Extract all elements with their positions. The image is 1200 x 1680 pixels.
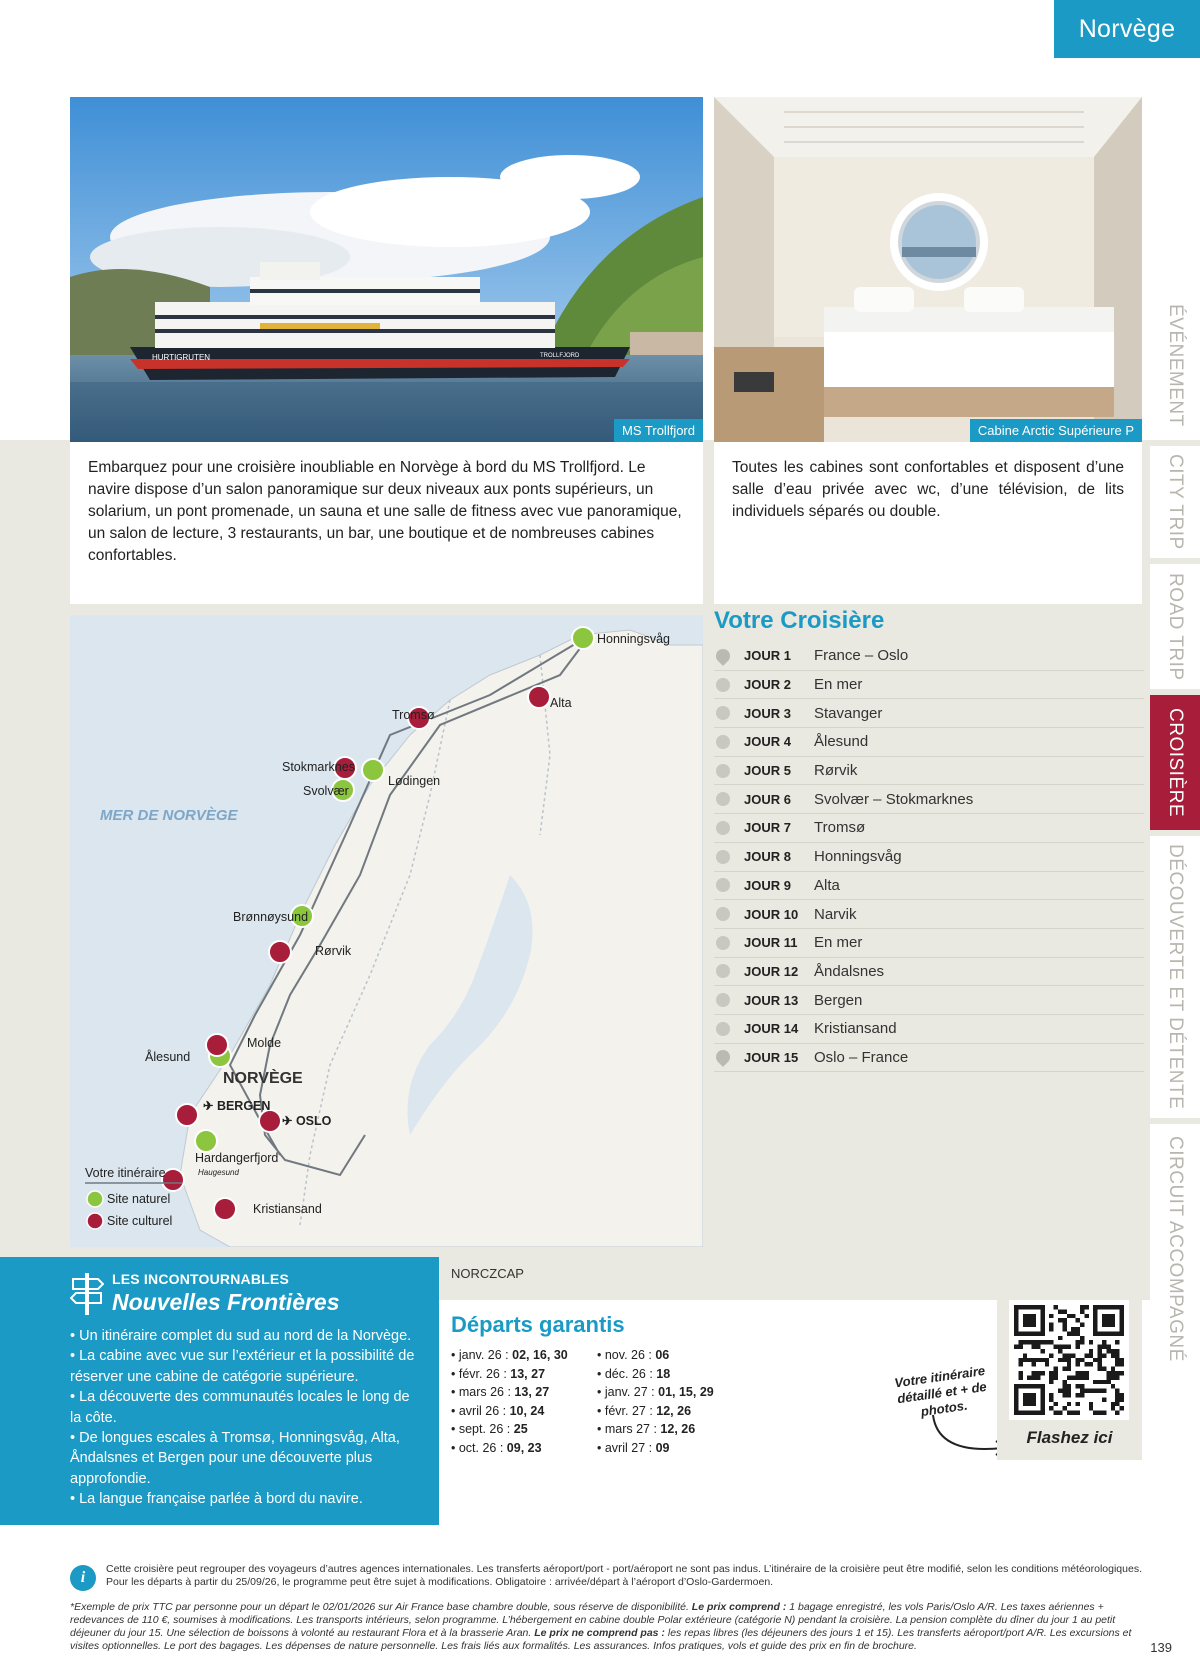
tab-decouverte-detente[interactable]: DÉCOUVERTE ET DÉTENTE xyxy=(1150,836,1200,1118)
day-place: Åndalsnes xyxy=(814,962,885,980)
svg-text:Svolvær: Svolvær xyxy=(303,784,349,798)
cabin-photo xyxy=(714,97,1142,442)
svg-text:Haugesund: Haugesund xyxy=(198,1168,239,1177)
day-number: JOUR 8 xyxy=(744,849,791,865)
departure-item: • sept. 26 : 25 xyxy=(451,1422,528,1436)
route-map xyxy=(70,615,703,1247)
pin-icon xyxy=(713,646,733,666)
highlights-list xyxy=(70,1326,439,1510)
day-number: JOUR 10 xyxy=(744,906,799,922)
svg-text:HURTIGRUTEN: HURTIGRUTEN xyxy=(152,353,211,362)
svg-text:TROLLFJORD: TROLLFJORD xyxy=(540,353,580,359)
dot-icon xyxy=(716,993,730,1007)
departure-item: • oct. 26 : 09, 23 xyxy=(451,1440,542,1455)
product-code: NORCZCAP xyxy=(451,1266,524,1281)
list-item: • La langue française parlée à bord du navire. xyxy=(70,1491,363,1508)
departure-item: • févr. 26 : 13, 27 xyxy=(451,1366,546,1381)
svg-text:Molde: Molde xyxy=(247,1036,282,1050)
dot-icon xyxy=(716,706,730,720)
departure-item: • mars 27 : 12, 26 xyxy=(597,1422,696,1436)
svg-text:Site naturel: Site naturel xyxy=(107,1192,171,1206)
departure-item: • nov. 26 : 06 xyxy=(597,1348,670,1362)
day-number: JOUR 2 xyxy=(744,677,791,693)
svg-text:Hardangerfjord: Hardangerfjord xyxy=(195,1151,279,1165)
info-icon: i xyxy=(70,1565,96,1591)
departure-item: • déc. 26 : 18 xyxy=(597,1366,671,1381)
svg-text:Stokmarknes: Stokmarknes xyxy=(282,760,355,774)
tab-croisiere[interactable]: CROISIÈRE xyxy=(1150,695,1200,830)
day-row xyxy=(714,785,1144,814)
day-place: Kristiansand xyxy=(814,1020,897,1038)
signpost-icon xyxy=(70,1271,104,1317)
svg-text:Votre itinéraire: Votre itinéraire xyxy=(85,1166,166,1180)
day-number: JOUR 14 xyxy=(744,1021,799,1037)
qr-block[interactable] xyxy=(997,1285,1142,1460)
departure-item: • janv. 27 : 01, 15, 29 xyxy=(597,1385,714,1399)
departures xyxy=(451,1312,725,1457)
tab-evenement[interactable]: ÉVÉNEMENT xyxy=(1150,290,1200,440)
tab-city-trip[interactable]: CITY TRIP xyxy=(1150,446,1200,558)
dot-icon xyxy=(716,907,730,921)
highlights-box xyxy=(0,1257,439,1525)
svg-text:✈ BERGEN: ✈ BERGEN xyxy=(203,1099,271,1113)
pin-icon xyxy=(713,1048,733,1068)
svg-text:Honningsvåg: Honningsvåg xyxy=(597,632,670,646)
svg-text:Kristiansand: Kristiansand xyxy=(253,1202,322,1216)
svg-text:Lødingen: Lødingen xyxy=(388,774,441,788)
list-item: • La cabine avec vue sur l’extérieur et la possibilité de réserver une cabine de catégorie supérieure. xyxy=(70,1348,415,1385)
departure-item: • avril 27 : 09 xyxy=(597,1440,670,1455)
dot-icon xyxy=(716,792,730,806)
day-list xyxy=(714,642,1144,1072)
cabin-caption: Cabine Arctic Supérieure P xyxy=(970,419,1142,442)
departures-title: Départs garantis xyxy=(451,1312,625,1337)
day-place: Bergen xyxy=(814,991,863,1009)
tab-road-trip[interactable]: ROAD TRIP xyxy=(1150,564,1200,689)
day-number: JOUR 13 xyxy=(744,992,799,1008)
day-number: JOUR 9 xyxy=(744,877,791,893)
day-number: JOUR 15 xyxy=(744,1049,799,1065)
day-row xyxy=(714,872,1144,901)
svg-text:Site culturel: Site culturel xyxy=(107,1214,173,1228)
svg-text:Rørvik: Rørvik xyxy=(315,944,352,958)
section-tabs xyxy=(1150,290,1200,1380)
day-row xyxy=(714,958,1144,987)
day-place: Ålesund xyxy=(814,733,869,751)
day-row xyxy=(714,1044,1144,1073)
departures-column-left xyxy=(451,1346,579,1457)
day-row xyxy=(714,843,1144,872)
day-number: JOUR 1 xyxy=(744,648,791,664)
day-row xyxy=(714,642,1144,671)
day-row xyxy=(714,986,1144,1015)
day-row xyxy=(714,728,1144,757)
day-place: En mer xyxy=(814,676,863,694)
svg-text:Ålesund: Ålesund xyxy=(145,1050,191,1064)
day-place: En mer xyxy=(814,934,863,952)
day-place: Alta xyxy=(814,876,840,894)
qr-note: Votre itinéraire détaillé et + de photos. xyxy=(893,1362,988,1420)
day-place: Oslo – France xyxy=(814,1048,909,1066)
fine-print: *Exemple de prix TTC par personne pour un départ le 02/01/2026 sur Air France base chambre double, sous réserve de disponibilité. Le prix comprend : 1 bagage enregistré, les vols Paris/Oslo A/R. Les taxes aériennes + redevances de 110 €, soumises à modifications. Les transports intérieurs, selon programme. L’hébergement en cabine double Polar extérieure (catégorie N) pendant la croisière. La pension complète du dîner du jour 1 au petit déjeuner du jour 15. Une sélection de boissons à volonté au restaurant Flora et à la brasserie Aran. Le prix ne comprend pas : les repas libres (les déjeuners des jours 1 et 15). Les transferts aéroport/port A/R. Les excursions et visites optionnelles. Le port des bagages. Les dépenses de nature personnelle. Les frais liés aux formalités. Les assurances. Infos pratiques, vols et guide des prix en fin de brochure. xyxy=(70,1601,1132,1652)
day-place: Rørvik xyxy=(814,762,858,780)
info-note xyxy=(70,1563,1145,1589)
svg-text:✈ OSLO: ✈ OSLO xyxy=(282,1114,332,1128)
svg-text:Tromsø: Tromsø xyxy=(392,708,435,722)
day-row xyxy=(714,929,1144,958)
day-place: France – Oslo xyxy=(814,647,909,665)
ship-description: Embarquez pour une croisière inoubliable en Norvège à bord du MS Trollfjord. Le navire dispose d’un salon panoramique sur deux niveaux aux ponts supérieurs, un solarium, un pont promenade, un sauna et une salle de fitness avec vue panoramique, un salon de lecture, 3 restaurants, un bar, une boutique et de nombreuses cabines confortables. xyxy=(70,442,703,604)
day-place: Stavanger xyxy=(814,704,883,722)
day-number: JOUR 3 xyxy=(744,705,791,721)
day-row xyxy=(714,900,1144,929)
day-number: JOUR 11 xyxy=(744,935,798,951)
svg-text:NORVÈGE: NORVÈGE xyxy=(223,1070,303,1087)
dot-icon xyxy=(716,821,730,835)
dot-icon xyxy=(716,1022,730,1036)
cruise-title: Votre Croisière xyxy=(714,607,885,634)
day-number: JOUR 7 xyxy=(744,820,791,836)
ship-photo xyxy=(70,97,703,442)
departure-item: • mars 26 : 13, 27 xyxy=(451,1385,550,1399)
dot-icon xyxy=(716,764,730,778)
day-place: Narvik xyxy=(814,905,857,923)
day-row xyxy=(714,671,1144,700)
list-item: • La découverte des communautés locales le long de la côte. xyxy=(70,1389,410,1426)
dot-icon xyxy=(716,850,730,864)
dot-icon xyxy=(716,936,730,950)
departures-column-right xyxy=(597,1346,725,1457)
day-place: Svolvær – Stokmarknes xyxy=(814,790,974,808)
day-number: JOUR 6 xyxy=(744,791,791,807)
day-row xyxy=(714,699,1144,728)
flash-label: Flashez ici xyxy=(1026,1428,1113,1447)
departure-item: • avril 26 : 10, 24 xyxy=(451,1403,545,1418)
departure-item: • févr. 27 : 12, 26 xyxy=(597,1403,692,1418)
highlights-brand: Nouvelles Frontières xyxy=(112,1289,340,1315)
day-place: Tromsø xyxy=(814,819,866,837)
dot-icon xyxy=(716,964,730,978)
departure-item: • janv. 26 : 02, 16, 30 xyxy=(451,1348,568,1362)
ship-caption: MS Trollfjord xyxy=(614,419,703,442)
qr-code[interactable] xyxy=(1009,1300,1129,1420)
list-item: • Un itinéraire complet du sud au nord de la Norvège. xyxy=(70,1328,412,1344)
tab-circuit-accompagne[interactable]: CIRCUIT ACCOMPAGNÉ xyxy=(1150,1124,1200,1374)
day-number: JOUR 5 xyxy=(744,763,791,779)
day-place: Honningsvåg xyxy=(814,848,902,866)
day-row xyxy=(714,1015,1144,1044)
day-row xyxy=(714,757,1144,786)
day-row xyxy=(714,814,1144,843)
info-text: Cette croisière peut regrouper des voyageurs d’autres agences internationales. Les transferts aéroport/port - port/aéroport ne sont pas indus. L’itinéraire de la croisière peut être modifié, selon les conditions météorologiques. Pour les départs à partir du 25/09/26, le programme peut être sujet à modifications. Obligatoire : arrivée/départ à l’aéroport d’Oslo-Gardermoen. xyxy=(106,1563,1142,1588)
page-number: 139 xyxy=(1150,1640,1172,1655)
cabin-description: Toutes les cabines sont confortables et disposent d’une salle d’eau privée avec wc, d’une télévision, de lits individuels séparés ou double. xyxy=(714,442,1142,604)
day-number: JOUR 12 xyxy=(744,963,799,979)
svg-text:Alta: Alta xyxy=(550,696,572,710)
dot-icon xyxy=(716,678,730,692)
dot-icon xyxy=(716,878,730,892)
svg-text:Brønnøysund: Brønnøysund xyxy=(233,910,309,924)
highlights-kicker: LES INCONTOURNABLES xyxy=(112,1271,289,1287)
list-item: • De longues escales à Tromsø, Honningsvåg, Alta, Åndalsnes et Bergen pour une découverte plus approfondie. xyxy=(70,1430,400,1487)
country-tab[interactable]: Norvège xyxy=(1054,0,1200,58)
svg-text:MER DE NORVÈGE: MER DE NORVÈGE xyxy=(100,807,238,824)
cruise-itinerary xyxy=(714,607,1144,1072)
day-number: JOUR 4 xyxy=(744,734,791,750)
dot-icon xyxy=(716,735,730,749)
